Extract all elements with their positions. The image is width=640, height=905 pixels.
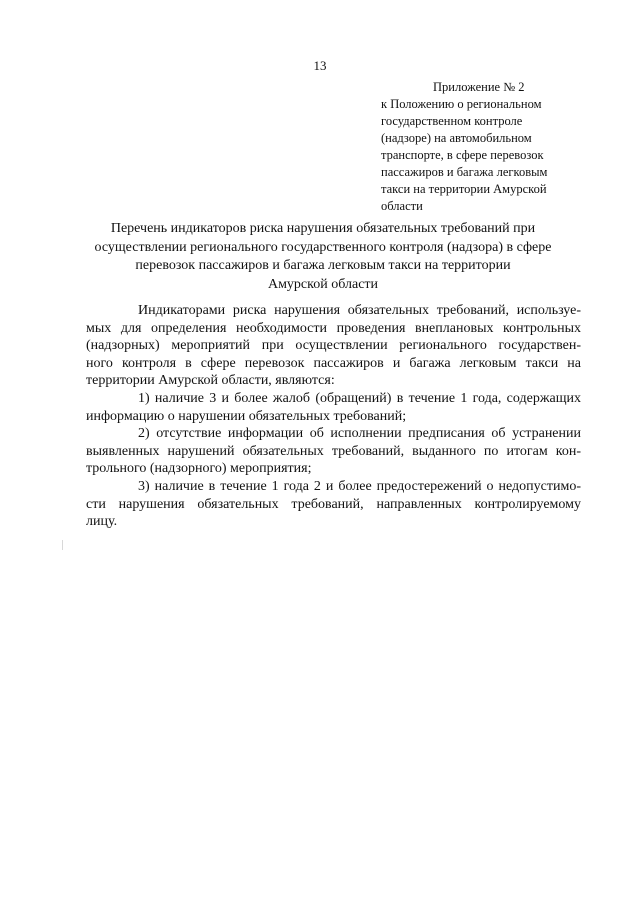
intro-line: (надзорных) мероприятий при осуществлении регионального государствен- bbox=[86, 338, 581, 354]
appendix-line: такси на территории Амурской bbox=[381, 182, 547, 196]
intro-line: мых для определения необходимости проведения внеплановых контрольных bbox=[86, 320, 581, 336]
appendix-line: к Положению о региональном bbox=[381, 97, 542, 111]
list-item-2-line: выявленных нарушений обязательных требований, выданного по итогам кон- bbox=[86, 443, 581, 459]
appendix-line: Приложение № 2 bbox=[433, 80, 525, 94]
appendix-line: транспорте, в сфере перевозок bbox=[381, 148, 544, 162]
title-line: перевозок пассажиров и багажа легковым такси на территории bbox=[135, 258, 511, 273]
intro-line: ного контроля в сфере перевозок пассажиров и багажа легковым такси на bbox=[86, 355, 581, 371]
list-item-3-line: 3) наличие в течение 1 года 2 и более предостережений о недопустимо- bbox=[138, 478, 581, 494]
list-item-3-line: сти нарушения обязательных требований, направленных контролируемому bbox=[86, 496, 581, 512]
intro-line: Индикаторами риска нарушения обязательных требований, используе- bbox=[138, 303, 581, 318]
title-line: Перечень индикаторов риска нарушения обязательных требований при bbox=[110, 221, 536, 236]
title-line: Амурской области bbox=[267, 276, 379, 292]
appendix-line: государственном контроле bbox=[381, 114, 523, 128]
list-item-2-line: 2) отсутствие информации об исполнении предписания об устранении bbox=[138, 426, 581, 442]
list-item-3-line: лицу. bbox=[86, 514, 118, 530]
appendix-line: пассажиров и багажа легковым bbox=[381, 165, 548, 179]
document-title bbox=[86, 220, 560, 294]
document-body bbox=[86, 302, 581, 531]
appendix-line: области bbox=[381, 199, 423, 213]
title-line: осуществлении регионального государственного контроля (надзора) в сфере bbox=[94, 239, 552, 255]
page-number: 13 bbox=[313, 58, 327, 73]
appendix-block bbox=[381, 79, 581, 215]
list-item-2-line: трольного (надзорного) мероприятия; bbox=[86, 461, 312, 477]
list-item-1-line: 1) наличие 3 и более жалоб (обращений) в течение 1 года, содержащих bbox=[138, 390, 581, 406]
scan-margin-mark bbox=[62, 540, 63, 550]
list-item-1-line: информацию о нарушении обязательных требований; bbox=[86, 408, 407, 424]
intro-line: территории Амурской области, являются: bbox=[86, 373, 335, 389]
appendix-line: (надзоре) на автомобильном bbox=[381, 131, 532, 145]
